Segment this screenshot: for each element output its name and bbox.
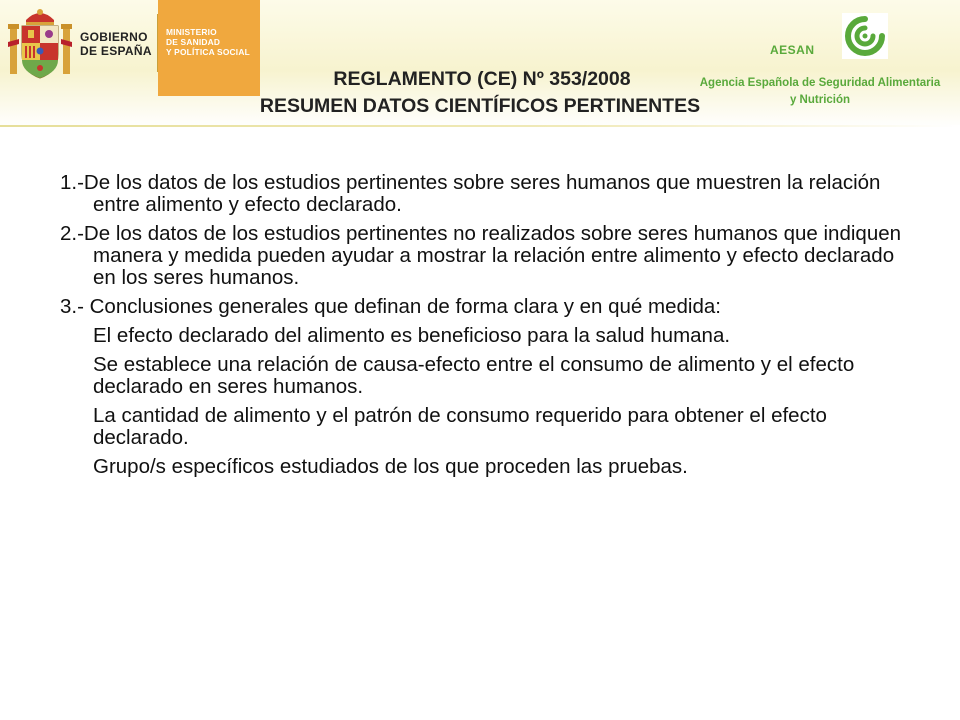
government-logo-text xyxy=(80,30,152,58)
list-item: 1.-De los datos de los estudios pertinentes sobre seres humanos que muestren la relación entre alimento y efecto declarado. xyxy=(60,171,881,216)
gov-line-2: DE ESPAÑA xyxy=(80,44,152,58)
ministry-line-1: MINISTERIO xyxy=(166,27,217,37)
list-item: 3.- Conclusiones generales que definan de forma clara y en qué medida: xyxy=(60,295,721,318)
title-line-2: RESUMEN DATOS CIENTÍFICOS PERTINENTES xyxy=(259,95,701,117)
title-line-1: REGLAMENTO (CE) Nº 353/2008 xyxy=(333,68,631,90)
aesan-label: AESAN xyxy=(770,43,815,57)
ministry-line-3: Y POLÍTICA SOCIAL xyxy=(166,47,250,57)
gov-line-1: GOBIERNO xyxy=(80,30,148,44)
ministry-line-2: DE SANIDAD xyxy=(166,37,221,47)
list-item: 2.-De los datos de los estudios pertinentes no realizados sobre seres humanos que indiquen manera y medida pueden ayudar a mostrar la relación entre alimento y efecto declarado en los seres humanos. xyxy=(60,222,902,289)
slide-title xyxy=(0,66,960,120)
slide-content xyxy=(60,172,920,485)
sub-list-item: La cantidad de alimento y el patrón de consumo requerido para obtener el efecto declarado. xyxy=(93,404,827,449)
aesan-subtitle: Agencia Española de Seguridad Alimentaria y Nutrición xyxy=(699,77,941,106)
sub-list-item: El efecto declarado del alimento es beneficioso para la salud humana. xyxy=(93,324,731,347)
aesan-swirl-logo-icon xyxy=(842,13,888,59)
ministry-logo-text xyxy=(166,27,250,57)
sub-list-item: Grupo/s específicos estudiados de los que proceden las pruebas. xyxy=(93,455,688,478)
sub-list-item: Se establece una relación de causa-efecto entre el consumo de alimento y el efecto declarado en seres humanos. xyxy=(93,353,855,398)
header-divider-line xyxy=(0,125,960,127)
